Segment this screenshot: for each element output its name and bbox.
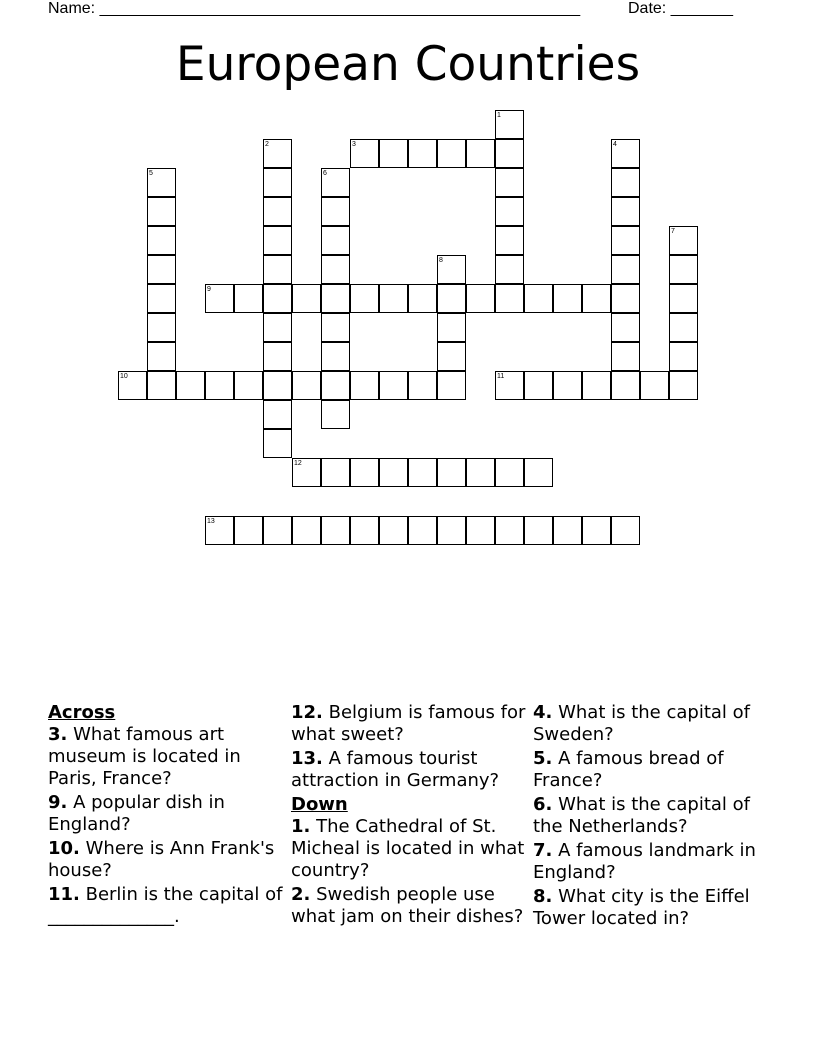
grid-cell[interactable] (176, 371, 205, 400)
clue-item-number: 2. (291, 884, 311, 905)
clue-item-text: A popular dish in England? (48, 792, 225, 835)
grid-cell[interactable] (263, 429, 292, 458)
grid-cell[interactable] (379, 284, 408, 313)
clue-item-text: Swedish people use what jam on their dishes? (291, 884, 524, 927)
clue-item-text: A famous landmark in England? (533, 840, 756, 883)
grid-cell[interactable] (263, 516, 292, 545)
grid-cell[interactable] (205, 371, 234, 400)
grid-cell[interactable] (321, 458, 350, 487)
clue-number: 11 (497, 373, 505, 380)
grid-cell[interactable] (321, 168, 350, 197)
grid-cell[interactable] (321, 516, 350, 545)
clue-number: 2 (265, 141, 269, 148)
clue-item (291, 816, 526, 882)
grid-cell[interactable] (321, 400, 350, 429)
grid-cell[interactable] (582, 516, 611, 545)
grid-cell[interactable] (669, 371, 698, 400)
grid-cell[interactable] (292, 371, 321, 400)
clue-number: 12 (294, 460, 302, 467)
grid-cell[interactable] (379, 458, 408, 487)
clue-item-number: 11. (48, 884, 80, 905)
grid-cell[interactable] (147, 371, 176, 400)
grid-cell[interactable] (495, 255, 524, 284)
grid-cell[interactable] (495, 226, 524, 255)
grid-cell[interactable] (263, 371, 292, 400)
grid-cell[interactable] (234, 284, 263, 313)
clue-item-number: 8. (533, 886, 553, 907)
clue-number: 8 (439, 257, 443, 264)
grid-cell[interactable] (408, 516, 437, 545)
clue-item-number: 4. (533, 702, 553, 723)
grid-cell[interactable] (321, 284, 350, 313)
grid-cell[interactable] (553, 284, 582, 313)
grid-cell[interactable] (263, 168, 292, 197)
grid-cell[interactable] (495, 284, 524, 313)
grid-cell[interactable] (669, 255, 698, 284)
grid-cell[interactable] (147, 342, 176, 371)
clue-number: 13 (207, 518, 215, 525)
down-clue-list (291, 816, 526, 928)
grid-cell[interactable] (263, 197, 292, 226)
grid-cell[interactable] (524, 458, 553, 487)
grid-cell[interactable] (611, 168, 640, 197)
across-clue-list-continued (291, 702, 526, 792)
grid-cell[interactable] (205, 516, 234, 545)
grid-cell[interactable] (495, 197, 524, 226)
grid-cell[interactable] (321, 371, 350, 400)
clue-item (533, 702, 773, 746)
grid-cell[interactable] (408, 139, 437, 168)
grid-cell[interactable] (669, 284, 698, 313)
grid-cell[interactable] (466, 458, 495, 487)
grid-cell[interactable] (524, 284, 553, 313)
grid-cell[interactable] (292, 458, 321, 487)
grid-cell[interactable] (379, 371, 408, 400)
clue-number: 7 (671, 228, 675, 235)
grid-cell[interactable] (611, 516, 640, 545)
grid-cell[interactable] (524, 371, 553, 400)
grid-cell[interactable] (495, 516, 524, 545)
grid-cell[interactable] (437, 313, 466, 342)
grid-cell[interactable] (611, 313, 640, 342)
clue-item-text: Belgium is famous for what sweet? (291, 702, 526, 745)
grid-cell[interactable] (582, 284, 611, 313)
grid-cell[interactable] (263, 226, 292, 255)
grid-cell[interactable] (147, 226, 176, 255)
grid-cell[interactable] (437, 458, 466, 487)
grid-cell[interactable] (669, 226, 698, 255)
grid-cell[interactable] (408, 371, 437, 400)
grid-cell[interactable] (147, 255, 176, 284)
clue-column-2 (291, 702, 526, 930)
grid-cell[interactable] (437, 371, 466, 400)
grid-cell[interactable] (263, 139, 292, 168)
grid-cell[interactable] (669, 342, 698, 371)
grid-cell[interactable] (292, 284, 321, 313)
grid-cell[interactable] (147, 284, 176, 313)
clue-item (291, 748, 526, 792)
clue-item-text: What city is the Eiffel Tower located in? (533, 886, 750, 929)
grid-cell[interactable] (553, 516, 582, 545)
clue-item (291, 884, 526, 928)
clue-item-number: 10. (48, 838, 80, 859)
grid-cell[interactable] (437, 284, 466, 313)
grid-cell[interactable] (118, 371, 147, 400)
grid-cell[interactable] (466, 284, 495, 313)
grid-cell[interactable] (147, 197, 176, 226)
grid-cell[interactable] (263, 284, 292, 313)
clue-item-number: 6. (533, 794, 553, 815)
grid-cell[interactable] (350, 371, 379, 400)
grid-cell[interactable] (263, 313, 292, 342)
grid-cell[interactable] (437, 139, 466, 168)
down-clue-list-continued (533, 702, 773, 930)
grid-cell[interactable] (234, 371, 263, 400)
clue-item (533, 794, 773, 838)
grid-cell[interactable] (321, 342, 350, 371)
clue-item-text: Where is Ann Frank's house? (48, 838, 275, 881)
clue-item-number: 12. (291, 702, 323, 723)
page-title: European Countries (175, 37, 641, 92)
grid-cell[interactable] (495, 110, 524, 139)
grid-cell[interactable] (466, 516, 495, 545)
clue-number: 9 (207, 286, 211, 293)
clue-item (48, 838, 283, 882)
clue-item (533, 748, 773, 792)
grid-cell[interactable] (495, 371, 524, 400)
clue-item-number: 5. (533, 748, 553, 769)
grid-cell[interactable] (350, 516, 379, 545)
grid-cell[interactable] (321, 226, 350, 255)
clue-item-text: What is the capital of the Netherlands? (533, 794, 750, 837)
clue-column-1 (48, 702, 283, 930)
grid-cell[interactable] (350, 139, 379, 168)
grid-cell[interactable] (205, 284, 234, 313)
grid-cell[interactable] (437, 516, 466, 545)
grid-cell[interactable] (611, 342, 640, 371)
clue-item-number: 3. (48, 724, 68, 745)
grid-cell[interactable] (321, 255, 350, 284)
grid-cell[interactable] (147, 313, 176, 342)
clue-item-number: 9. (48, 792, 68, 813)
clue-number: 10 (120, 373, 128, 380)
date-field[interactable]: Date: _______ (628, 0, 733, 17)
grid-cell[interactable] (466, 139, 495, 168)
clue-item-number: 7. (533, 840, 553, 861)
grid-cell[interactable] (582, 371, 611, 400)
clue-item-text: What is the capital of Sweden? (533, 702, 750, 745)
grid-cell[interactable] (495, 458, 524, 487)
grid-cell[interactable] (669, 313, 698, 342)
clue-number: 1 (497, 112, 501, 119)
grid-cell[interactable] (379, 139, 408, 168)
clue-item (533, 840, 773, 884)
clue-item-number: 13. (291, 748, 323, 769)
grid-cell[interactable] (611, 371, 640, 400)
grid-cell[interactable] (553, 371, 582, 400)
grid-cell[interactable] (234, 516, 263, 545)
down-heading: Down (291, 794, 348, 815)
clue-item-text: A famous bread of France? (533, 748, 724, 791)
grid-cell[interactable] (321, 313, 350, 342)
clue-item (48, 724, 283, 790)
grid-cell[interactable] (292, 516, 321, 545)
across-heading: Across (48, 702, 116, 723)
grid-cell[interactable] (321, 197, 350, 226)
clue-item-text: Berlin is the capital of ______________. (48, 884, 283, 927)
clue-item-text: What famous art museum is located in Paris, France? (48, 724, 241, 789)
grid-cell[interactable] (611, 197, 640, 226)
grid-cell[interactable] (437, 342, 466, 371)
clue-number: 5 (149, 170, 153, 177)
clue-column-3 (533, 702, 773, 932)
clue-item-number: 1. (291, 816, 311, 837)
grid-cell[interactable] (437, 255, 466, 284)
grid-cell[interactable] (147, 168, 176, 197)
clue-item-text: A famous tourist attraction in Germany? (291, 748, 500, 791)
grid-cell[interactable] (379, 516, 408, 545)
across-clue-list (48, 724, 283, 928)
grid-cell[interactable] (263, 255, 292, 284)
grid-cell[interactable] (263, 400, 292, 429)
grid-cell[interactable] (611, 284, 640, 313)
clue-item (291, 702, 526, 746)
grid-cell[interactable] (611, 255, 640, 284)
grid-cell[interactable] (495, 139, 524, 168)
clue-number: 6 (323, 170, 327, 177)
grid-cell[interactable] (350, 284, 379, 313)
grid-cell[interactable] (611, 139, 640, 168)
grid-cell[interactable] (408, 458, 437, 487)
grid-cell[interactable] (524, 516, 553, 545)
grid-cell[interactable] (408, 284, 437, 313)
clue-item (48, 792, 283, 836)
clue-item (48, 884, 283, 928)
clue-item-text: The Cathedral of St. Micheal is located in what country? (291, 816, 525, 881)
clue-number: 4 (613, 141, 617, 148)
clue-number: 3 (352, 141, 356, 148)
grid-cell[interactable] (495, 168, 524, 197)
grid-cell[interactable] (350, 458, 379, 487)
grid-cell[interactable] (263, 342, 292, 371)
grid-cell[interactable] (611, 226, 640, 255)
grid-cell[interactable] (640, 371, 669, 400)
name-field[interactable]: Name: ______________________________________________________ (48, 0, 581, 17)
clue-item (533, 886, 773, 930)
